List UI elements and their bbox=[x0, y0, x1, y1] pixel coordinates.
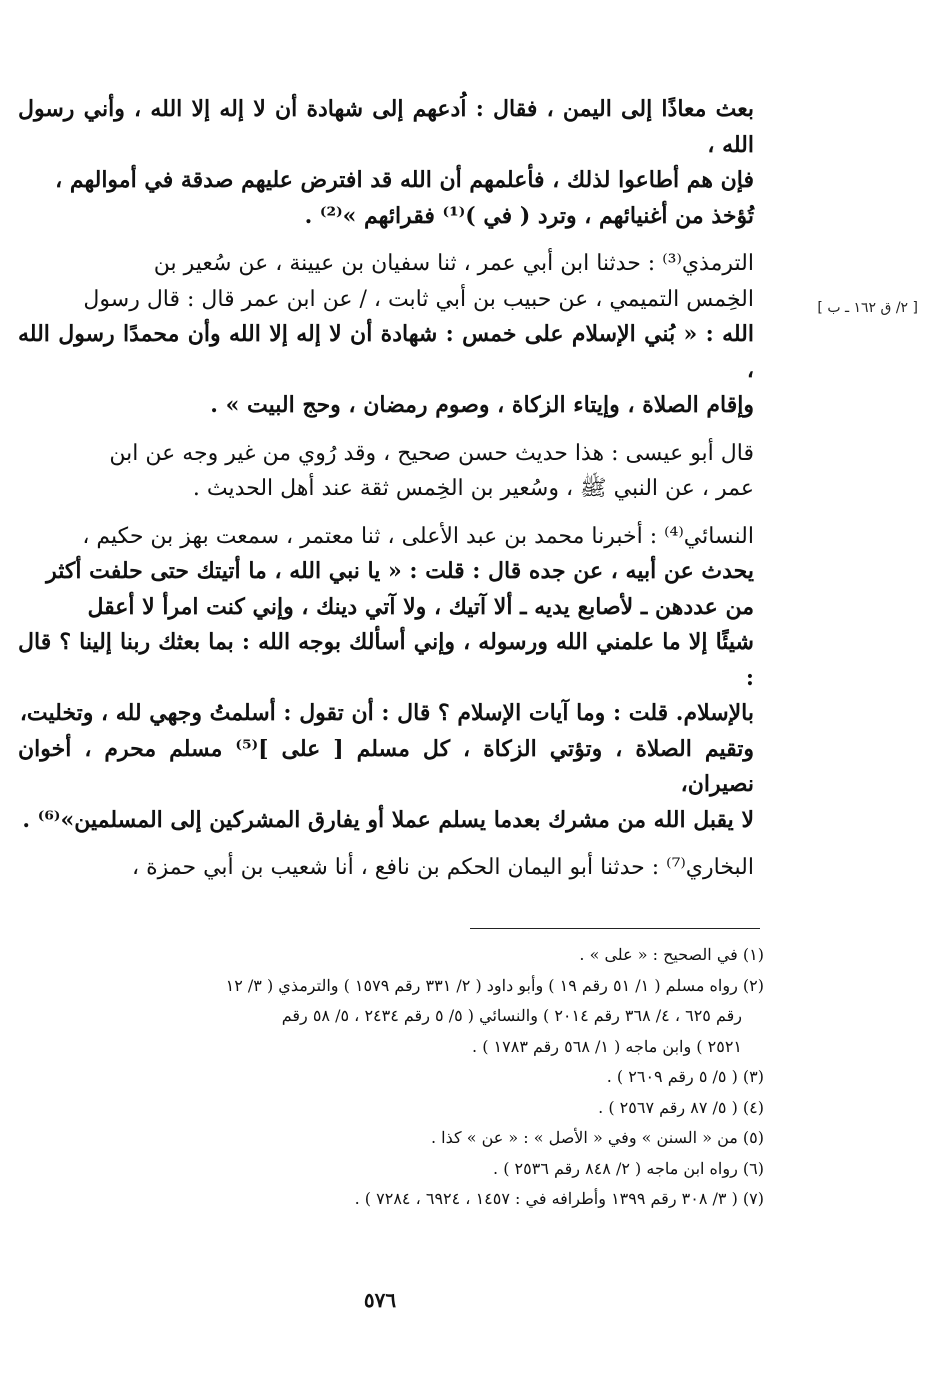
footnote-2-continued: رقم ٦٢٥ ، ٤/ ٣٦٨ رقم ٢٠١٤ ) والنسائي ( ٥/ ٥ رقم ٢٤٣٤ ، ٥/ ٥٨ رقم bbox=[281, 1006, 742, 1025]
text-line: الترمذي⁽³⁾ : حدثنا ابن أبي عمر ، ثنا سفيان بن عيينة ، عن سُعير بن bbox=[153, 251, 754, 276]
footnote-2-continued: ٢٥٢١ ) وابن ماجه ( ١/ ٥٦٨ رقم ١٧٨٣ ) . bbox=[472, 1036, 742, 1056]
paragraph-hadith-muadh bbox=[18, 92, 754, 234]
footnote-1: (١) في الصحيح : « على » . bbox=[579, 945, 764, 964]
text-line: تُؤخذ من أغنيائهم ، وترد ( في )⁽¹⁾ فقرائهم »⁽²⁾ . bbox=[304, 202, 754, 229]
footnotes bbox=[18, 940, 764, 1215]
paragraph-abu-isa bbox=[18, 436, 754, 507]
paragraph-bukhari bbox=[18, 850, 754, 886]
text-line: بعث معاذًا إلى اليمن ، فقال : اُدعهم إلى شهادة أن لا إله إلا الله ، وأني رسول الله ، bbox=[18, 96, 754, 158]
text-line: قال أبو عيسى : هذا حديث حسن صحيح ، وقد رُوي من غير وجه عن ابن bbox=[109, 440, 754, 466]
footnote-6: (٦) رواه ابن ماجه ( ٢/ ٨٤٨ رقم ٢٥٣٦ ) . bbox=[493, 1158, 764, 1178]
text-line: عمر ، عن النبي ﷺ ، وسُعير بن الخِمس ثقة عند أهل الحديث . bbox=[192, 476, 754, 501]
footnote-divider bbox=[470, 928, 760, 929]
text-line: فإن هم أطاعوا لذلك ، فأعلمهم أن الله قد افترض عليهم صدقة في أموالهم ، bbox=[55, 167, 754, 193]
text-line: يحدث عن أبيه ، عن جده قال : قلت : « يا نبي الله ، ما أتيتك حتى حلفت أكثر bbox=[46, 558, 754, 584]
paragraph-nasai bbox=[18, 519, 754, 839]
text-line: شيئًا إلا ما علمني الله ورسوله ، وإني أسألك بوجه الله : بما بعثك ربنا إلينا ؟ قال : bbox=[18, 629, 754, 691]
footnote-7: (٧) ( ٣/ ٣٠٨ رقم ١٣٩٩ وأطرافه في : ١٤٥٧ ، ٦٩٢٤ ، ٧٢٨٤ ) . bbox=[354, 1189, 764, 1208]
page-number: ٥٧٦ bbox=[363, 1288, 397, 1312]
text-line: الله : « بُني الإسلام على خمس : شهادة أن لا إله إلا الله وأن محمدًا رسول الله ، bbox=[18, 321, 754, 383]
footnote-5: (٥) من « السنن » وفي « الأصل » : « عن » كذا . bbox=[430, 1128, 764, 1147]
text-line: الخِمس التميمي ، عن حبيب بن أبي ثابت ، / عن ابن عمر قال : قال رسول bbox=[83, 286, 754, 312]
main-text bbox=[18, 92, 754, 898]
footnote-3: (٣) ( ٥/ ٥ رقم ٢٦٠٩ ) . bbox=[606, 1067, 764, 1086]
footnote-4: (٤) ( ٥/ ٨٧ رقم ٢٥٦٧ ) . bbox=[598, 1097, 764, 1117]
paragraph-tirmidhi bbox=[18, 246, 754, 424]
text-line: لا يقبل الله من مشرك بعدما يسلم عملا أو يفارق المشركين إلى المسلمين»⁽⁶⁾ . bbox=[22, 806, 754, 833]
text-line: من عددهن ـ لأصابع يديه ـ ألا آتيك ، ولا آتي دينك ، وإني كنت امرأ لا أعقل bbox=[87, 593, 754, 620]
text-line: وإقام الصلاة ، وإيتاء الزكاة ، وصوم رمضان ، وحج البيت » . bbox=[210, 392, 754, 418]
manuscript-folio-note: [ ٢/ ق ١٦٢ ـ ب ] bbox=[817, 300, 918, 316]
text-line: وتقيم الصلاة ، وتؤتي الزكاة ، كل مسلم [ على ]⁽⁵⁾ مسلم محرم ، أخوان نصيران، bbox=[18, 735, 754, 797]
text-line: البخاري⁽⁷⁾ : حدثنا أبو اليمان الحكم بن نافع ، أنا شعيب بن أبي حمزة ، bbox=[132, 855, 754, 880]
text-line: بالإسلام. قلت : وما آيات الإسلام ؟ قال : أن تقول : أسلمتُ وجهي لله ، وتخليت، bbox=[19, 700, 754, 726]
text-line: النسائي⁽⁴⁾ : أخبرنا محمد بن عبد الأعلى ، ثنا معتمر ، سمعت بهز بن حكيم ، bbox=[82, 523, 754, 549]
footnote-2: (٢) رواه مسلم ( ١/ ٥١ رقم ١٩ ) وأبو داود ( ٢/ ٣٣١ رقم ١٥٧٩ ) والترمذي ( ٣/ ١٢ bbox=[225, 975, 764, 995]
